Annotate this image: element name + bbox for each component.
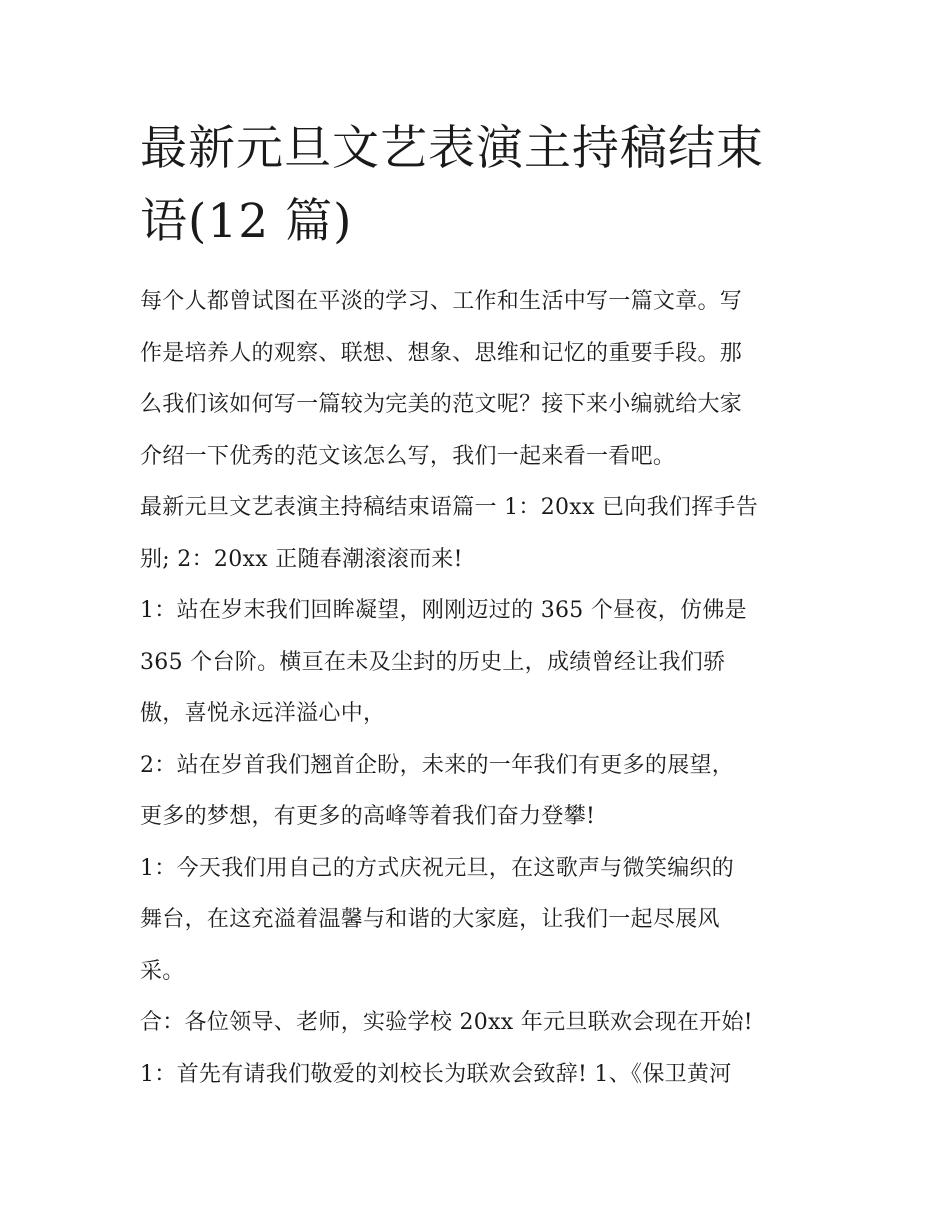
body-line: 傲，喜悦永远洋溢心中，	[140, 701, 386, 726]
body-line: 别; 2：20xx 正随春潮滚滚而来!	[140, 546, 463, 572]
body-line: 2：站在岁首我们翘首企盼，未来的一年我们有更多的展望，	[140, 752, 735, 778]
body-line: 介绍一下优秀的范文该怎么写，我们一起来看一看吧。	[140, 443, 676, 469]
body-line: 作是培养人的观察、联想、想象、思维和记忆的重要手段。那	[140, 340, 743, 366]
title-line-2: 语(12 篇)	[140, 194, 353, 249]
body-line: 1：首先有请我们敬爱的刘校长为联欢会致辞! 1、《保卫黄河	[140, 1061, 732, 1087]
body-line: 舞台，在这充溢着温馨与和谐的大家庭，让我们一起尽展风	[140, 907, 720, 932]
body-line: 最新元旦文艺表演主持稿结束语篇一 1：20xx 已向我们挥手告	[140, 495, 759, 520]
body-line: 么我们该如何写一篇较为完美的范文呢？接下来小编就给大家	[140, 392, 743, 417]
document-title	[140, 112, 820, 258]
body-line: 1：今天我们用自己的方式庆祝元旦，在这歌声与微笑编织的	[140, 855, 735, 881]
body-line: 365 个台阶。横亘在未及尘封的历史上，成绩曾经让我们骄	[140, 649, 726, 675]
body-line: 更多的梦想，有更多的高峰等着我们奋力登攀!	[140, 804, 596, 829]
body-line: 1：站在岁末我们回眸凝望，刚刚迈过的 365 个昼夜，仿佛是	[140, 598, 747, 623]
title-line-1: 最新元旦文艺表演主持稿结束	[140, 121, 764, 176]
document-body	[140, 276, 820, 1100]
body-line: 每个人都曾试图在平淡的学习、工作和生活中写一篇文章。写	[140, 289, 743, 314]
body-line: 采。	[140, 958, 185, 984]
body-line: 合：各位领导、老师，实验学校 20xx 年元旦联欢会现在开始!	[140, 1010, 753, 1035]
